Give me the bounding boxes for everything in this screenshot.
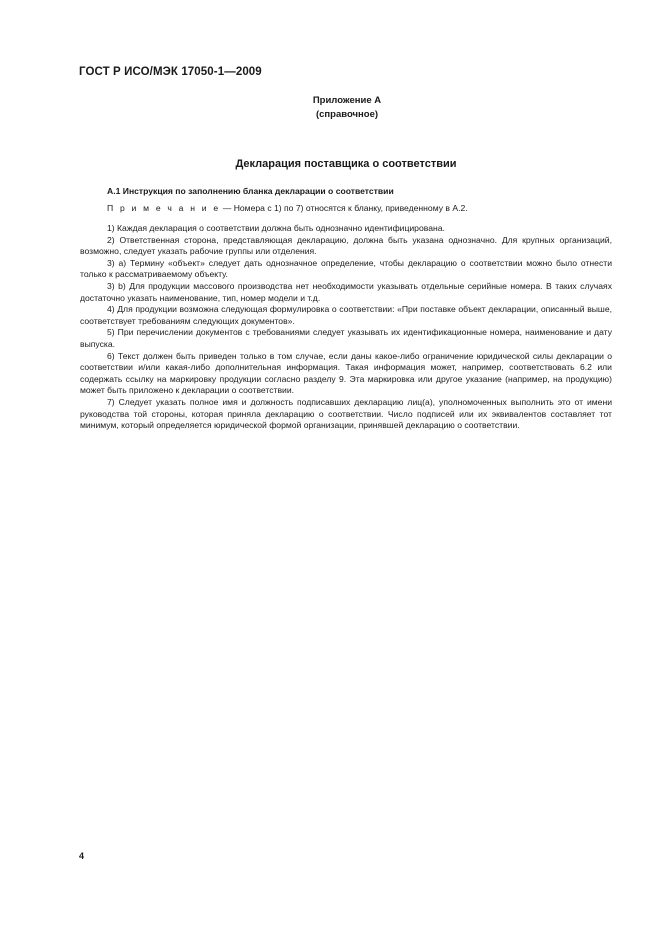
- list-item: 3) а) Термину «объект» следует дать однозначное определение, чтобы декларацию о соответствии можно было отнести только к рассматриваемому объекту.: [80, 257, 612, 280]
- annex-kind: (справочное): [315, 109, 379, 120]
- list-item: 5) При перечислении документов с требованиями следует указывать их идентификационные номера, наименование и дату выпуска.: [80, 327, 612, 349]
- list-item: 7) Следует указать полное имя и должность подписавших декларацию лиц(а), уполномоченных выполнить это от имени руководства той стороны, которая приняла декларацию о соответствии. Число подписей или их эквивалентов составляет тот минимум, который определяется юридической формой организации, принявшей декларацию о соответствии.: [80, 396, 612, 431]
- list-item: 6) Текст должен быть приведен только в том случае, если даны какое-либо ограничение юридической силы декларации о соответствии и/или какая-либо дополнительная информация. Такая информация может, например, соответствовать 6.2 или содержать ссылку на маркировку продукции согласно разделу 9. Эта маркировка или другое указание (например, на продукцию) может быть приложено к декларации о соответствии.: [80, 350, 612, 396]
- list-item: 3) b) Для продукции массового производства нет необходимости указывать отдельные серийные номера. В таких случаях достаточно указать наименование, тип, номер модели и т.д.: [80, 280, 612, 303]
- annex-title: Приложение А: [312, 95, 382, 106]
- section-title: А.1 Инструкция по заполнению бланка декларации о соответствии: [107, 186, 394, 196]
- annex-heading: Декларация поставщика о соответствии: [235, 158, 457, 170]
- note: [80, 203, 612, 213]
- list-item: 2) Ответственная сторона, представляющая декларацию, должна быть указана однозначно. Для крупных организаций, возможно, следует указать рабочие группы или отделения.: [80, 234, 612, 257]
- note-text: — Номера с 1) по 7) относятся к бланку, приведенному в А.2.: [220, 203, 468, 213]
- note-prefix: П р и м е ч а н и е: [107, 203, 221, 213]
- page-number: 4: [79, 851, 85, 861]
- list-item: 1) Каждая декларация о соответствии должна быть однозначно идентифицирована.: [107, 223, 445, 233]
- list-item: 4) Для продукции возможна следующая формулировка о соответствии: «При поставке объект декларации, описанный выше, соответствует требованиям следующих документов».: [80, 304, 612, 326]
- document-code: ГОСТ Р ИСО/МЭК 17050-1—2009: [79, 66, 262, 78]
- instruction-list: [80, 223, 612, 432]
